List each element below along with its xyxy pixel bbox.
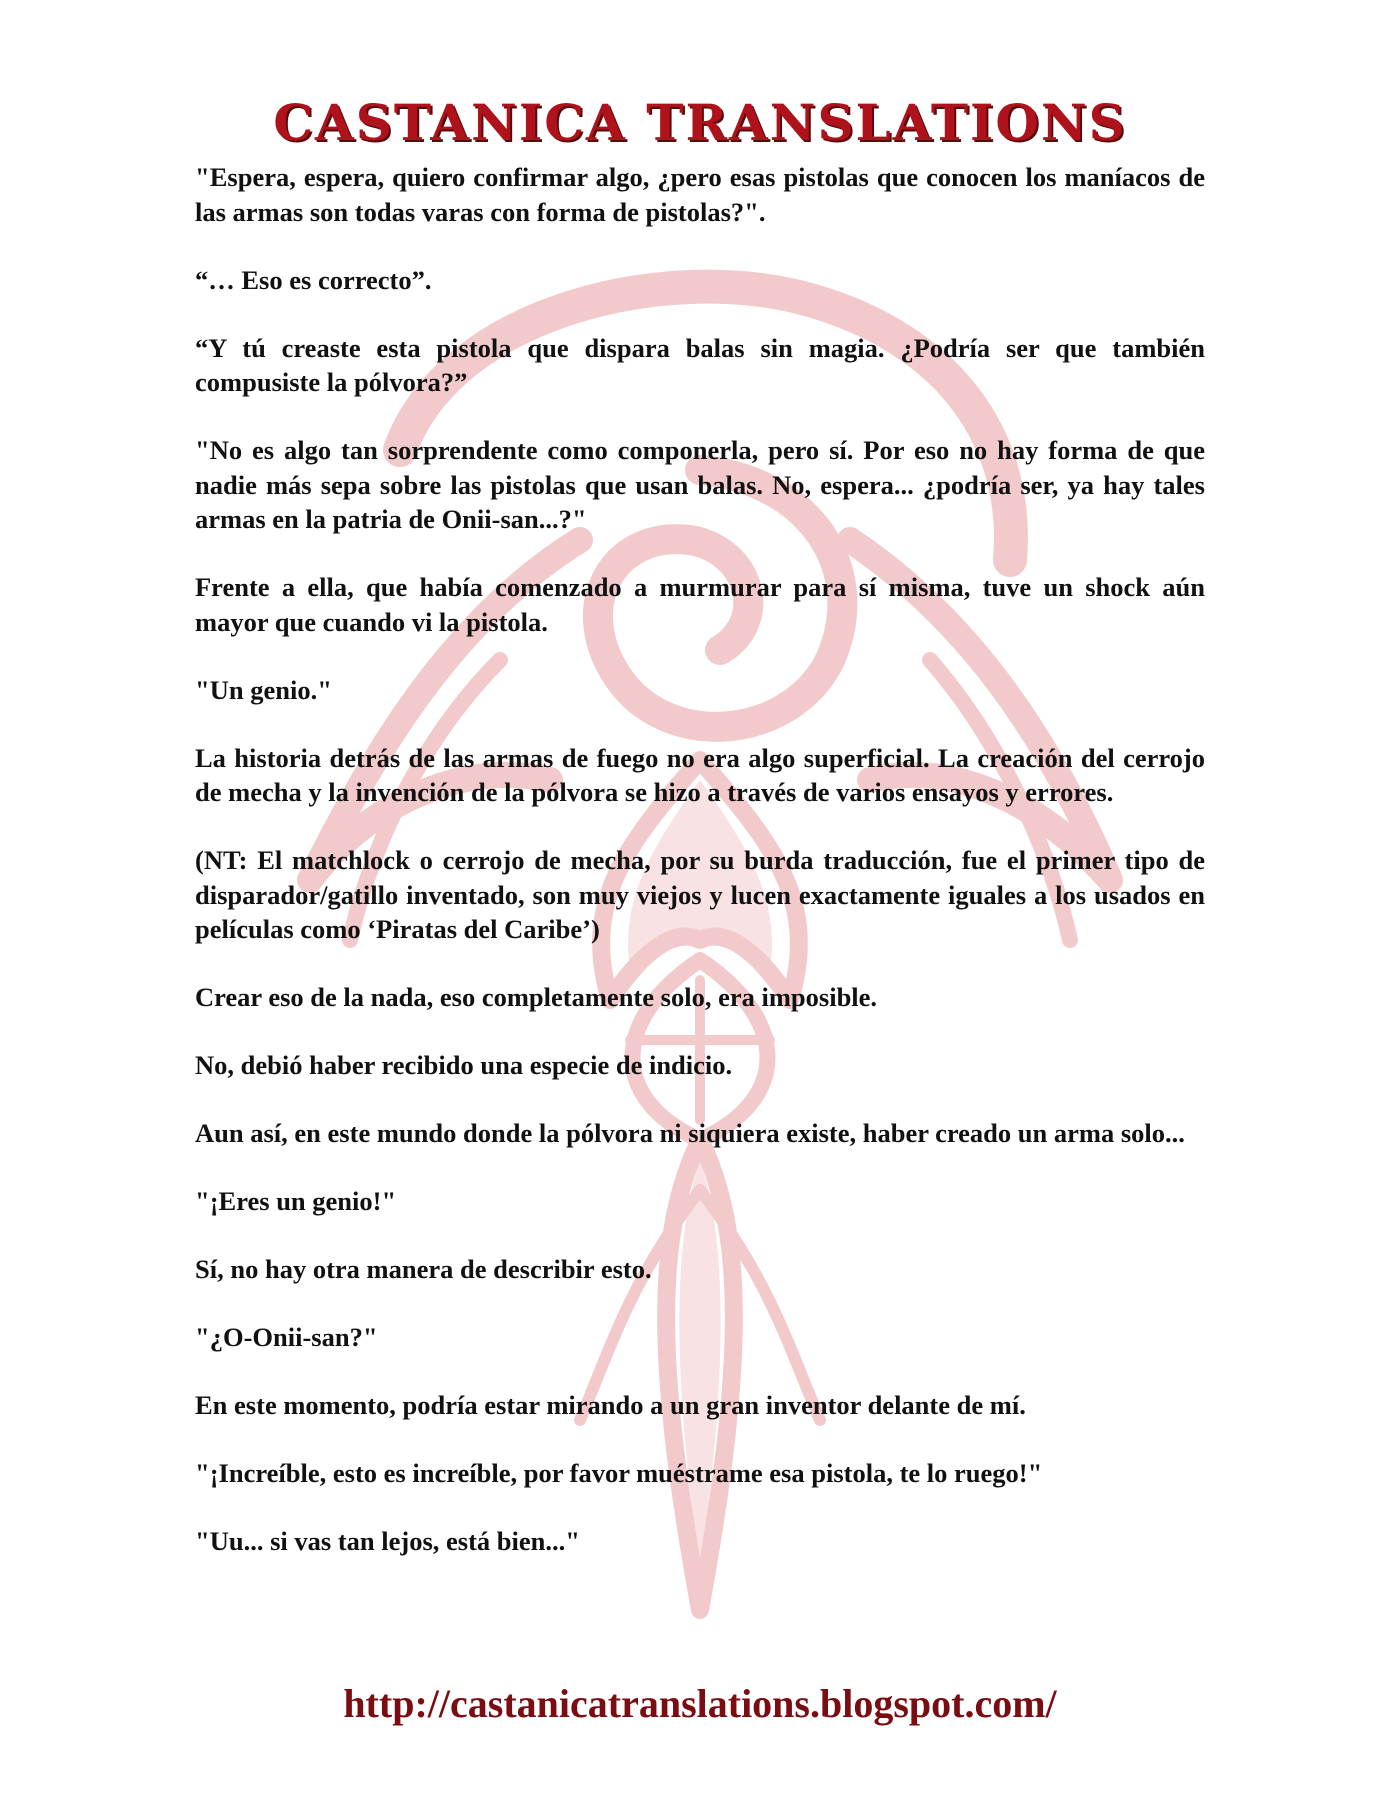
paragraph: Frente a ella, que había comenzado a murmurar para sí misma, tuve un shock aún mayor que cuando vi la pistola. <box>195 572 1205 637</box>
translator-note: (NT: El matchlock o cerrojo de mecha, por su burda traducción, fue el primer tipo de disparador/gatillo inventado, son muy viejos y lucen exactamente iguales a los usados en películas como ‘Piratas del Caribe’) <box>195 845 1205 944</box>
paragraph: “Y tú creaste esta pistola que dispara balas sin magia. ¿Podría ser que también compusiste la pólvora?” <box>195 332 1205 397</box>
page-header-title: CASTANICA TRANSLATIONS <box>273 93 1127 152</box>
paragraph: Sí, no hay otra manera de describir esto. <box>195 1254 652 1284</box>
footer-url-link[interactable]: http://castanicatranslations.blogspot.com/ <box>343 1681 1057 1726</box>
paragraph: “… Eso es correcto”. <box>195 264 432 295</box>
paragraph: Aun así, en este mundo donde la pólvora ni siquiera existe, haber creado un arma solo... <box>195 1118 1185 1148</box>
paragraph: "Espera, espera, quiero confirmar algo, ¿pero esas pistolas que conocen los maníacos de las armas son todas varas con forma de pistolas?". <box>195 162 1205 227</box>
paragraph: "¡Increíble, esto es increíble, por favor muéstrame esa pistola, te lo ruego!" <box>195 1458 1043 1488</box>
paragraph: La historia detrás de las armas de fuego no era algo superficial. La creación del cerrojo de mecha y la invención de la pólvora se hizo a través de varios ensayos y errores. <box>195 742 1205 807</box>
paragraph: "¿O-Onii-san?" <box>195 1322 378 1352</box>
paragraph: "No es algo tan sorprendente como componerla, pero sí. Por eso no hay forma de que nadie más sepa sobre las pistolas que usan balas. No, espera... ¿podría ser, ya hay tales armas en la patria de Onii-san...?" <box>195 435 1205 534</box>
paragraph: "Uu... si vas tan lejos, está bien..." <box>195 1526 580 1556</box>
paragraph: Crear eso de la nada, eso completamente solo, era imposible. <box>195 982 878 1012</box>
story-text <box>195 160 1205 1592</box>
paragraph: "Un genio." <box>195 674 332 705</box>
paragraph: No, debió haber recibido una especie de indicio. <box>195 1050 733 1080</box>
paragraph: "¡Eres un genio!" <box>195 1186 397 1216</box>
paragraph: En este momento, podría estar mirando a un gran inventor delante de mí. <box>195 1390 1026 1420</box>
